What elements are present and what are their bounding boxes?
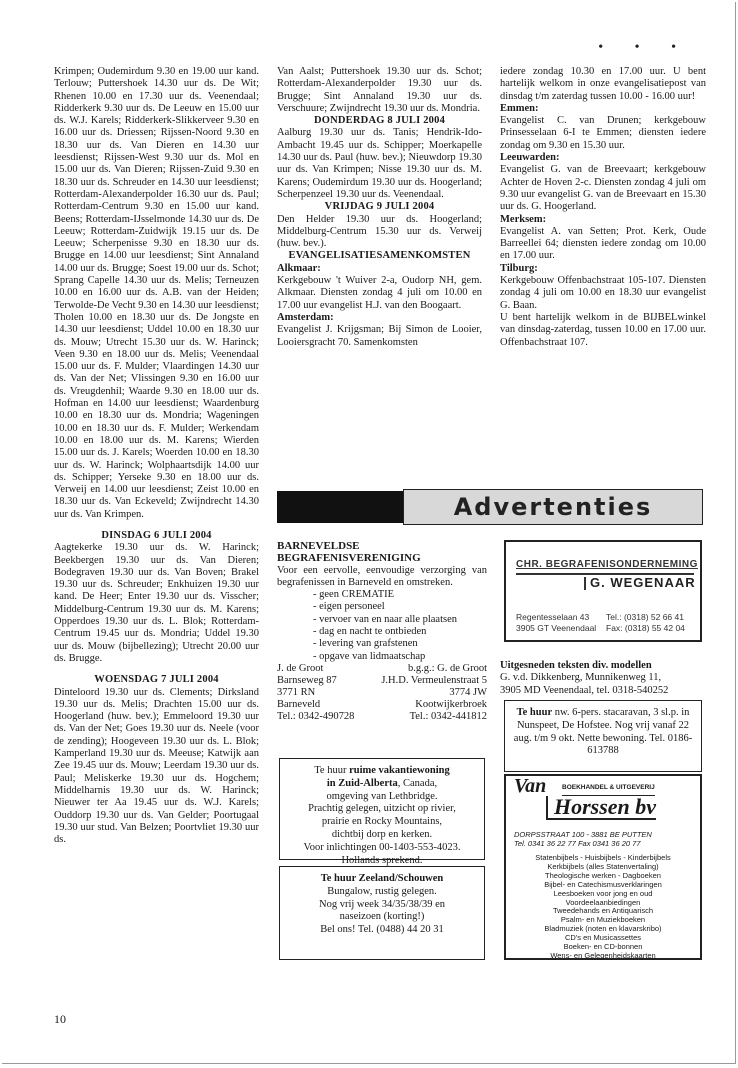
- location-heading-leeuwarden: Leeuwarden:: [500, 152, 560, 164]
- ad-text: nw. 6-pers. stacaravan, 3 sl.p. in Nunspeet, De Hofstee. Nog vrij vanaf 22 aug. t/m 9 okt. Nette bewoning. Tel. 0186-613788: [513, 707, 693, 757]
- ad-address: [514, 830, 652, 848]
- list-item: - levering van grafstenen: [313, 638, 487, 650]
- column-1: [54, 66, 259, 846]
- address-cell: Barneveld: [277, 698, 321, 710]
- address-cell: 3771 RN: [277, 686, 316, 698]
- ad-title: Uitgesneden teksten div. modellen: [500, 660, 652, 671]
- ad-line: Voor inlichtingen 00-1403-553-4023.: [303, 841, 461, 853]
- ad-zeeland-schouwen: [279, 866, 485, 960]
- table-row: [277, 675, 487, 687]
- ad-line: G. v.d. Dikkenberg, Munnikenweg 11,: [500, 672, 662, 684]
- schedule-text: Krimpen; Oudemirdum 9.30 en 19.00 uur kand. Terlouw; Puttershoek 14.30 uur ds. De Wit; Rhenen 10.00 en 17.30 uur ds. Veenendaal; Ridderkerk 9.30 uur ds. De Leeuw en 15.00 uur ds. W.J. Karels; Ridderkerk-Slikkerveer 9.30 en 16.00 uur ds. Driessen; Rijssen-Noord 9.30 en 18.30 uur ds. Van Dieren en 14.30 uur leesdienst; Rijssen-West 9.30 uur ds. Mol en 15.00 uur ds. Van Dieren; Rijssen-Zuid 9.30 en 18.30 uur ds. Schreuder en 14.30 uur leesdienst; Rotterdam-Alexanderpolder 16.30 uur ds. Paul; Rotterdam-Centrum 9.30 en 15.00 uur kand. Beens; Rotterdam-IJsselmonde 14.30 uur ds. De Leeuw; Rotterdam-Zuidwijk 19.15 uur ds. De Leeuw; Scherpenisse 9.30 en 18.30 uur ds. Brugge en 14.00 uur leesdienst; Sint Annaland 14.00 uur ds. Brugge; Soest 19.00 uur ds. Schot; Sprang Capelle 14.30 uur ds. Melis; Terneuzen 10.00 en 16.00 uur ds. A.B. van der Heiden; Terwolde-De Vecht 9.30 en 14.30 uur leesdienst; Tholen 10.00 en 18.30 uur ds. De Jongste en 14.30 uur leesdienst; Uddel 10.00 en 18.30 uur ds. Mouw; Utrecht 15.30 uur ds. W. Harinck; Veen 9.30 en 18.00 uur ds. Melis; Veenendaal 15.00 uur ds. F. Mulder; Vlaardingen 14.30 uur ds. Van der Net; Vlissingen 9.30 en 16.00 uur ds. Vreugdenhil; Waarde 9.30 en 18.00 uur ds. Hofman en 14.00 uur leesdienst; Waardenburg 10.00 en 18.30 uur ds. Mondria; Wageningen 10.00 en 18.30 uur ds. F. Mulder; Werkendam 10.00 en 18.00 uur ds. M. Karens; Wierden 15.00 uur ds. J. Karels; Woerden 10.00 en 18.30 uur ds. W. Harinck; Wolphaartsdijk 14.00 uur ds. Schipper; Yerseke 9.30 en 18.00 uur ds. Verweij en 14.00 uur leesdienst; Zeist 10.00 en 18.30 uur ds. Van Eckeveld; Zwijndrecht 14.30 uur ds. Van Krimpen.: [54, 66, 259, 520]
- list-item: Boeken- en CD-bonnen: [563, 942, 643, 952]
- ad-line: [280, 778, 484, 791]
- phone-line: Tel. 0341 36 22 77 Fax 0341 36 20 77: [514, 839, 641, 848]
- column-2: [277, 66, 482, 349]
- list-item: Statenbijbels - Huisbijbels - Kinderbijbels: [535, 853, 671, 862]
- banner-title: Advertenties: [403, 489, 703, 525]
- ad-line: Bel ons! Tel. (0488) 44 20 31: [320, 924, 444, 936]
- ad-line: 3905 MD Veenendaal, tel. 0318-540252: [500, 684, 669, 696]
- ad-intro: Voor een eervolle, eenvoudige verzorging van begrafenissen in Barneveld en omstreken.: [277, 564, 487, 588]
- location-heading-tilburg: Tilburg:: [500, 262, 538, 274]
- ad-address: [516, 612, 596, 634]
- ad-line: Bungalow, rustig gelegen.: [327, 885, 437, 897]
- location-heading-merksem: Merksem:: [500, 213, 547, 225]
- table-row: [277, 663, 487, 675]
- ad-text-bold: in Zuid-Alberta: [326, 777, 398, 789]
- list-item: - geen CREMATIE: [313, 589, 487, 601]
- logo-van: Van: [514, 775, 547, 797]
- list-item: Kerkbijbels (alles Statenvertaling): [547, 861, 659, 871]
- ad-line: Prachtig gelegen, uitzicht op rivier,: [308, 803, 456, 815]
- ad-title: CHR. BEGRAFENISONDERNEMING: [516, 559, 698, 570]
- location-heading-amsterdam: Amsterdam:: [277, 311, 334, 323]
- list-item: Bijbel- en Catechismusverklaringen: [544, 879, 662, 889]
- schedule-text: Aagtekerke 19.30 uur ds. W. Harinck; Beekbergen 19.30 uur ds. Van Dieren; Bodegraven 19.30 uur ds. Van Boven; Brakel 19.30 uur ds. Schreuder; Enkhuizen 19.30 uur kand. De Heer; Enter 19.30 uur ds. Visscher; Middelburg-Centrum 19.30 uur ds. M. Karens; Opperdoes 19.30 uur ds. L. Blok; Rotterdam-Centrum 19.45 uur ds. Mondria; Uddel 19.30 uur ds. Mouw (bijbellezing); Utrecht 20.00 uur ds. Brugge.: [54, 542, 259, 664]
- ad-address-table: [277, 663, 487, 723]
- address-cell: Barnseweg 87: [277, 674, 337, 686]
- list-item: Voordeelaanbiedingen: [565, 897, 641, 907]
- ad-barneveldse-begrafenisvereniging: [277, 540, 487, 723]
- section-heading-donderdag: DONDERDAG 8 JULI 2004: [313, 115, 446, 127]
- ad-line: dichtbij dorp en kerken.: [331, 828, 433, 840]
- address-cell: 3774 JW: [449, 686, 487, 698]
- list-item: CD's en Musicassettes: [564, 933, 642, 943]
- ad-service-list: [313, 589, 487, 663]
- location-text: Evangelist J. Krijgsman; Bij Simon de Looier, Looiersgracht 70. Samenkomsten: [277, 324, 482, 348]
- address-cell: b.g.g.: G. de Groot: [407, 662, 487, 674]
- address-cell: Kootwijkerbroek: [415, 698, 487, 710]
- ad-line: [280, 765, 484, 778]
- list-item: - opgave van lidmaatschap: [313, 651, 487, 663]
- list-item: Leesboeken voor jong en oud: [553, 888, 653, 898]
- logo-name: Horssen bv: [546, 796, 656, 820]
- list-item: Wens- en Gelegenheidskaarten: [550, 950, 656, 960]
- spacer: [54, 521, 259, 530]
- list-item: Theologische werken - Dagboeken: [545, 870, 661, 880]
- ad-line: Hollands sprekend.: [341, 854, 423, 866]
- location-text: Evangelist C. van Drunen; kerkgebouw Prinsesselaan 6-I te Emmen; diensten iedere zondag om 9.30 en 15.30 uur.: [500, 115, 706, 151]
- schedule-text: Aalburg 19.30 uur ds. Tanis; Hendrik-Ido-Ambacht 19.45 uur ds. Schipper; Moerkapelle 14.30 uur ds. Paul (huw. bev.); Nieuwdorp 19.30 uur ds. Van Krimpen; Nisse 19.30 uur ds. M. Karens; Oudemirdum 19.30 uur ds. Hoogerland; Scherpenzeel 19.30 uur ds. Veenendaal.: [277, 127, 482, 200]
- ad-phone: [606, 612, 685, 634]
- list-item: Tweedehands en Antiquarisch: [552, 906, 654, 916]
- location-text: Kerkgebouw Offenbachstraat 105-107. Diensten zondag 4 juli om 10.00 en 18.30 uur evangelist G. Baan.: [500, 275, 706, 311]
- ad-title: Te huur Zeeland/Schouwen: [320, 873, 444, 884]
- address-cell: J. de Groot: [277, 662, 324, 674]
- location-heading-alkmaar: Alkmaar:: [277, 262, 321, 274]
- page-number: 10: [54, 1012, 66, 1026]
- address-cell: J.H.D. Vermeulenstraat 5: [381, 674, 487, 686]
- list-item: Bladmuziek (noten en klavarskribo): [544, 924, 662, 934]
- list-item: Psalm- en Muziekboeken: [560, 915, 646, 925]
- table-row: [277, 699, 487, 711]
- ad-line: naseizoen (korting!): [339, 911, 425, 923]
- location-text: iedere zondag 10.30 en 17.00 uur. U bent hartelijk welkom in onze evangelisatiepost van dinsdag t/m zaterdag tussen 10.00 - 16.00 uur!: [500, 66, 706, 102]
- location-heading-emmen: Emmen:: [500, 102, 539, 114]
- table-row: [277, 711, 487, 723]
- ad-title: BARNEVELDSE: [277, 540, 360, 552]
- address-cell: Tel.: 0342-490728: [277, 710, 355, 722]
- section-heading-evangelisatie: EVANGELISATIESAMENKOMSTEN: [288, 250, 471, 262]
- location-text: Kerkgebouw 't Wuiver 2-a, Oudorp NH, gem. Alkmaar. Diensten zondag 4 juli om 10.00 en 17.00 uur evangelist H.J. van den Boogaart.: [277, 275, 482, 311]
- logo-subtitle: BOEKHANDEL & UITGEVERIJ: [562, 782, 655, 796]
- ad-text: , Canada,: [397, 777, 438, 789]
- table-row: [277, 687, 487, 699]
- address-line: DORPSSTRAAT 100 - 3881 BE PUTTEN: [514, 830, 652, 839]
- spacer: [54, 665, 259, 674]
- schedule-text: Van Aalst; Puttershoek 19.30 uur ds. Schot; Rotterdam-Alexanderpolder 19.30 uur ds. Brugge; Sint Annaland 19.30 uur ds. Verschuure; Zwijndrecht 19.30 uur ds. Mondria.: [277, 66, 482, 114]
- list-item: - eigen personeel: [313, 601, 487, 613]
- ad-stacaravan-nunspeet: [504, 700, 702, 772]
- ad-vakantiewoning: [279, 758, 485, 866]
- ad-product-list: [506, 854, 700, 961]
- schedule-text: Den Helder 19.30 uur ds. Hoogerland; Middelburg-Centrum 15.30 uur ds. Verweij (huw. bev.).: [277, 213, 482, 250]
- ad-line: omgeving van Lethbridge.: [326, 790, 438, 802]
- advertenties-banner: [277, 491, 697, 523]
- location-text: Evangelist G. van de Breevaart; kerkgebouw Achter de Hoven 2-c. Diensten zondag 4 juli om 9.30 uur evangelist G. van de Breevaart en 15.30 uur ds. G. Hoogerland.: [500, 164, 706, 213]
- ad-text-bold: ruime vakantiewoning: [349, 765, 450, 776]
- schedule-text: Dinteloord 19.30 uur ds. Clements; Dirksland 19.30 uur ds. Melis; Drachten 15.00 uur ds. Hoogerland (huw. bev.); Emmeloord 19.30 uur ds. Van der Net; Goes 19.30 uur ds. Neele (voor de zending); Hoogeveen 19.30 uur ds. L. Blok; Kamperland 19.30 uur ds. Meeuse; Katwijk aan Zee 19.45 uur ds. Mouw; Leerdam 19.30 uur ds. Paul; Meliskerke 19.30 uur ds. Hogchem; Middelharnis 19.30 uur ds. W. Harinck; Nieuwer ter Aa 19.45 uur ds. W.J. Karels; Ouddorp 19.30 uur ds. Van Gelder; Poortugaal 19.30 uur stud. Van Belzen; Poortvliet 19.30 uur ds.: [54, 686, 259, 846]
- section-heading-dinsdag: DINSDAG 6 JULI 2004: [101, 529, 212, 541]
- fax-line: Fax: (0318) 55 42 04: [606, 623, 685, 633]
- ad-line: prairie en Rocky Mountains,: [321, 816, 443, 828]
- ad-wegenaar: [504, 540, 702, 642]
- section-heading-vrijdag: VRIJDAG 9 JULI 2004: [324, 201, 435, 213]
- ad-title: Te huur: [516, 707, 553, 718]
- ad-title: BEGRAFENISVERENIGING: [277, 552, 421, 565]
- ad-text: Te huur: [314, 765, 350, 776]
- ad-body: [505, 707, 701, 758]
- location-text: U bent hartelijk welkom in de BIJBELwinkel van dinsdag-zaterdag, tussen 10.00 en 17.00 uur. Offenbachstraat 107.: [500, 311, 706, 348]
- section-heading-woensdag: WOENSDAG 7 JULI 2004: [94, 674, 219, 686]
- list-item: - dag en nacht te ontbieden: [313, 626, 487, 638]
- phone-line: Tel.: (0318) 52 66 41: [606, 612, 684, 622]
- list-item: - vervoer van en naar alle plaatsen: [313, 614, 487, 626]
- address-line: 3905 GT Veenendaal: [516, 623, 597, 633]
- ad-uitgesneden-teksten: [500, 660, 706, 697]
- ad-van-horssen: [504, 774, 702, 960]
- column-3: [500, 66, 706, 349]
- ad-line: Nog vrij week 34/35/38/39 en: [319, 898, 445, 910]
- decorative-dots: • • •: [598, 40, 690, 55]
- banner-bar: [283, 491, 403, 523]
- address-cell: Tel.: 0342-441812: [409, 710, 487, 722]
- address-line: Regentesselaan 43: [516, 612, 590, 622]
- location-text: Evangelist A. van Setten; Prot. Kerk, Oude Barreellei 64; diensten iedere zondag om 10.00 en 17.00 uur.: [500, 225, 706, 262]
- ad-company-name: G. WEGENAAR: [584, 577, 696, 590]
